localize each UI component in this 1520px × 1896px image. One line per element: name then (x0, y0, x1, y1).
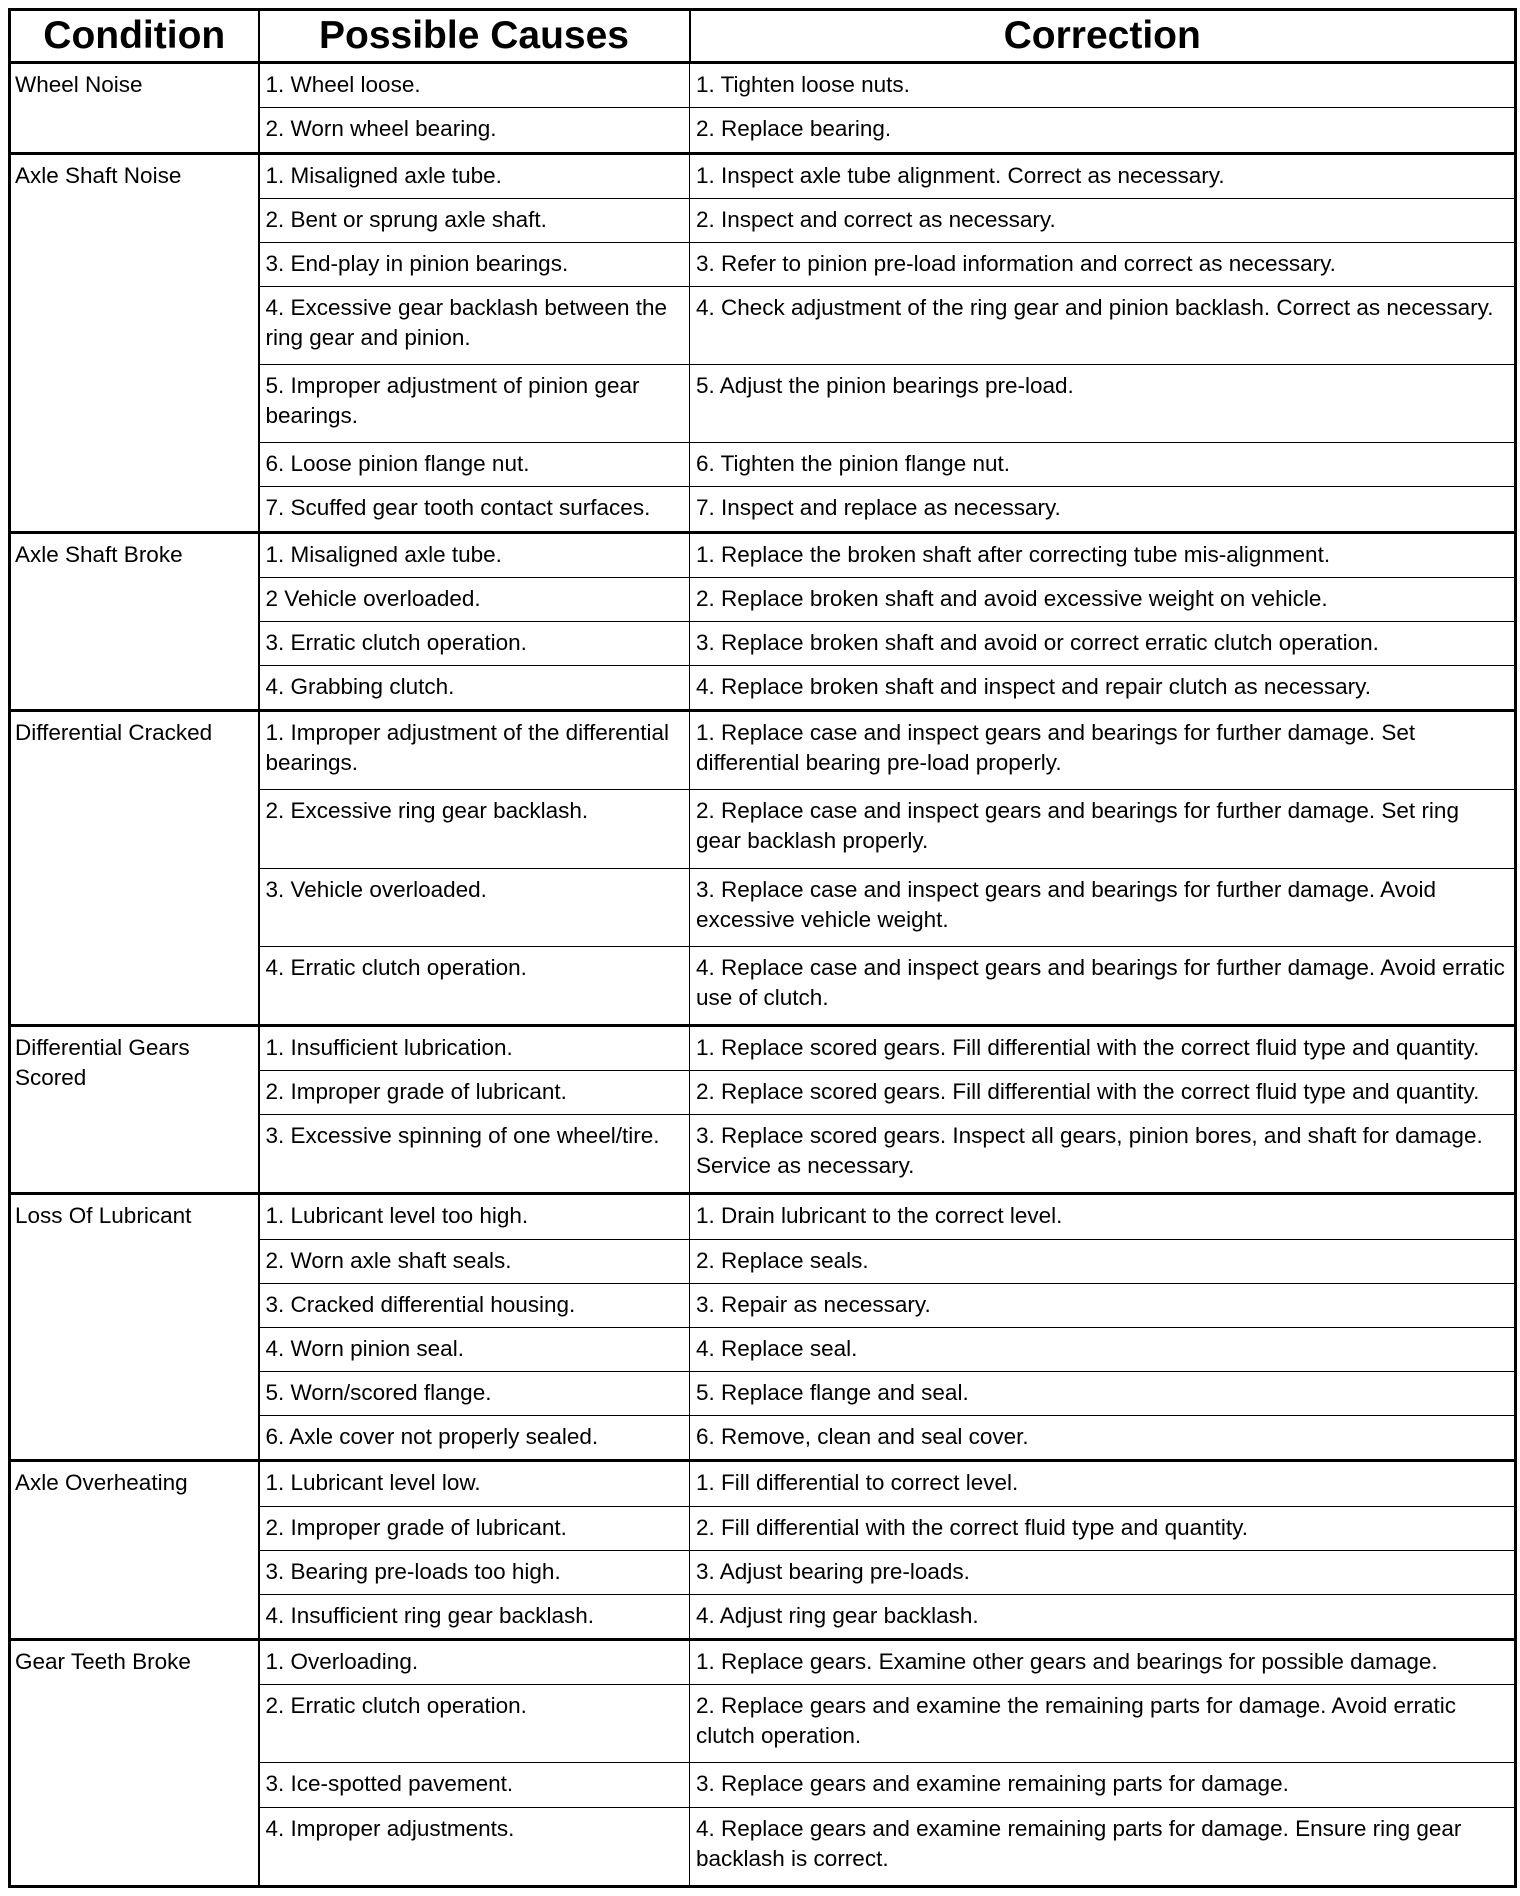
cause-cell: 4. Excessive gear backlash between the ring gear and pinion. (259, 287, 690, 365)
cause-cell: 1. Lubricant level low. (259, 1461, 690, 1506)
correction-cell: 1. Drain lubricant to the correct level. (690, 1194, 1516, 1239)
correction-cell: 1. Replace scored gears. Fill differential with the correct fluid type and quantity. (690, 1025, 1516, 1070)
cause-cell: 4. Erratic clutch operation. (259, 946, 690, 1025)
cause-cell: 2. Improper grade of lubricant. (259, 1071, 690, 1115)
correction-cell: 2. Replace scored gears. Fill differential with the correct fluid type and quantity. (690, 1071, 1516, 1115)
cause-cell: 4. Improper adjustments. (259, 1807, 690, 1886)
correction-cell: 1. Inspect axle tube alignment. Correct as necessary. (690, 153, 1516, 198)
correction-cell: 6. Remove, clean and seal cover. (690, 1416, 1516, 1461)
cause-cell: 3. Bearing pre-loads too high. (259, 1550, 690, 1594)
table-row (10, 153, 1516, 198)
condition-column-header: Condition (10, 10, 259, 63)
cause-cell: 2. Bent or sprung axle shaft. (259, 198, 690, 242)
cause-cell: 1. Misaligned axle tube. (259, 153, 690, 198)
correction-cell: 3. Replace scored gears. Inspect all gears, pinion bores, and shaft for damage. Service as necessary. (690, 1115, 1516, 1194)
correction-cell: 3. Replace broken shaft and avoid or correct erratic clutch operation. (690, 621, 1516, 665)
cause-cell: 3. Excessive spinning of one wheel/tire. (259, 1115, 690, 1194)
cause-cell: 1. Misaligned axle tube. (259, 532, 690, 577)
table-row (10, 1640, 1516, 1685)
cause-cell: 4. Worn pinion seal. (259, 1327, 690, 1371)
table-row (10, 63, 1516, 108)
correction-cell: 3. Replace case and inspect gears and bearings for further damage. Avoid excessive vehicle weight. (690, 868, 1516, 946)
table-header (10, 10, 1516, 63)
condition-cell: Axle Shaft Broke (10, 532, 259, 711)
correction-cell: 3. Repair as necessary. (690, 1283, 1516, 1327)
cause-cell: 1. Improper adjustment of the differential bearings. (259, 711, 690, 790)
cause-cell: 3. Erratic clutch operation. (259, 621, 690, 665)
correction-cell: 2. Fill differential with the correct fluid type and quantity. (690, 1506, 1516, 1550)
correction-cell: 3. Replace gears and examine remaining parts for damage. (690, 1763, 1516, 1807)
cause-cell: 1. Wheel loose. (259, 63, 690, 108)
correction-cell: 4. Check adjustment of the ring gear and pinion backlash. Correct as necessary. (690, 287, 1516, 365)
table-row (10, 1025, 1516, 1070)
cause-cell: 4. Grabbing clutch. (259, 666, 690, 711)
cause-cell: 2. Erratic clutch operation. (259, 1685, 690, 1763)
cause-cell: 5. Worn/scored flange. (259, 1371, 690, 1415)
cause-cell: 3. Cracked differential housing. (259, 1283, 690, 1327)
correction-cell: 1. Replace gears. Examine other gears and bearings for possible damage. (690, 1640, 1516, 1685)
condition-cell: Axle Overheating (10, 1461, 259, 1640)
correction-cell: 4. Replace case and inspect gears and bearings for further damage. Avoid erratic use of clutch. (690, 946, 1516, 1025)
table-body (10, 63, 1516, 1887)
correction-cell: 4. Adjust ring gear backlash. (690, 1594, 1516, 1639)
correction-column-header: Correction (690, 10, 1516, 63)
cause-cell: 3. Ice-spotted pavement. (259, 1763, 690, 1807)
correction-cell: 2. Replace bearing. (690, 108, 1516, 153)
correction-cell: 5. Replace flange and seal. (690, 1371, 1516, 1415)
table-row (10, 1194, 1516, 1239)
correction-cell: 2. Replace broken shaft and avoid excessive weight on vehicle. (690, 577, 1516, 621)
table-row (10, 1461, 1516, 1506)
cause-cell: 6. Loose pinion flange nut. (259, 443, 690, 487)
condition-cell: Wheel Noise (10, 63, 259, 154)
cause-cell: 6. Axle cover not properly sealed. (259, 1416, 690, 1461)
cause-cell: 7. Scuffed gear tooth contact surfaces. (259, 487, 690, 532)
correction-cell: 2. Replace case and inspect gears and bearings for further damage. Set ring gear backlash properly. (690, 790, 1516, 868)
correction-cell: 2. Replace seals. (690, 1239, 1516, 1283)
table-row (10, 532, 1516, 577)
correction-cell: 1. Replace case and inspect gears and bearings for further damage. Set differential bearing pre-load properly. (690, 711, 1516, 790)
cause-cell: 5. Improper adjustment of pinion gear bearings. (259, 365, 690, 443)
correction-cell: 3. Refer to pinion pre-load information and correct as necessary. (690, 242, 1516, 286)
cause-cell: 3. Vehicle overloaded. (259, 868, 690, 946)
cause-cell: 1. Insufficient lubrication. (259, 1025, 690, 1070)
header-row (10, 10, 1516, 63)
condition-cell: Axle Shaft Noise (10, 153, 259, 532)
table-row (10, 711, 1516, 790)
correction-cell: 1. Replace the broken shaft after correcting tube mis-alignment. (690, 532, 1516, 577)
correction-cell: 3. Adjust bearing pre-loads. (690, 1550, 1516, 1594)
cause-cell: 1. Lubricant level too high. (259, 1194, 690, 1239)
correction-cell: 7. Inspect and replace as necessary. (690, 487, 1516, 532)
diagnosis-table-container (8, 8, 1514, 1888)
diagnosis-table (8, 8, 1517, 1888)
condition-cell: Differential Gears Scored (10, 1025, 259, 1194)
correction-cell: 6. Tighten the pinion flange nut. (690, 443, 1516, 487)
cause-cell: 2 Vehicle overloaded. (259, 577, 690, 621)
causes-column-header: Possible Causes (259, 10, 690, 63)
condition-cell: Gear Teeth Broke (10, 1640, 259, 1887)
cause-cell: 2. Worn axle shaft seals. (259, 1239, 690, 1283)
correction-cell: 1. Tighten loose nuts. (690, 63, 1516, 108)
correction-cell: 5. Adjust the pinion bearings pre-load. (690, 365, 1516, 443)
condition-cell: Loss Of Lubricant (10, 1194, 259, 1461)
cause-cell: 4. Insufficient ring gear backlash. (259, 1594, 690, 1639)
correction-cell: 2. Replace gears and examine the remaining parts for damage. Avoid erratic clutch operation. (690, 1685, 1516, 1763)
cause-cell: 2. Improper grade of lubricant. (259, 1506, 690, 1550)
cause-cell: 2. Worn wheel bearing. (259, 108, 690, 153)
correction-cell: 4. Replace broken shaft and inspect and repair clutch as necessary. (690, 666, 1516, 711)
correction-cell: 1. Fill differential to correct level. (690, 1461, 1516, 1506)
correction-cell: 4. Replace seal. (690, 1327, 1516, 1371)
correction-cell: 4. Replace gears and examine remaining parts for damage. Ensure ring gear backlash is correct. (690, 1807, 1516, 1886)
correction-cell: 2. Inspect and correct as necessary. (690, 198, 1516, 242)
cause-cell: 2. Excessive ring gear backlash. (259, 790, 690, 868)
cause-cell: 3. End-play in pinion bearings. (259, 242, 690, 286)
cause-cell: 1. Overloading. (259, 1640, 690, 1685)
condition-cell: Differential Cracked (10, 711, 259, 1026)
